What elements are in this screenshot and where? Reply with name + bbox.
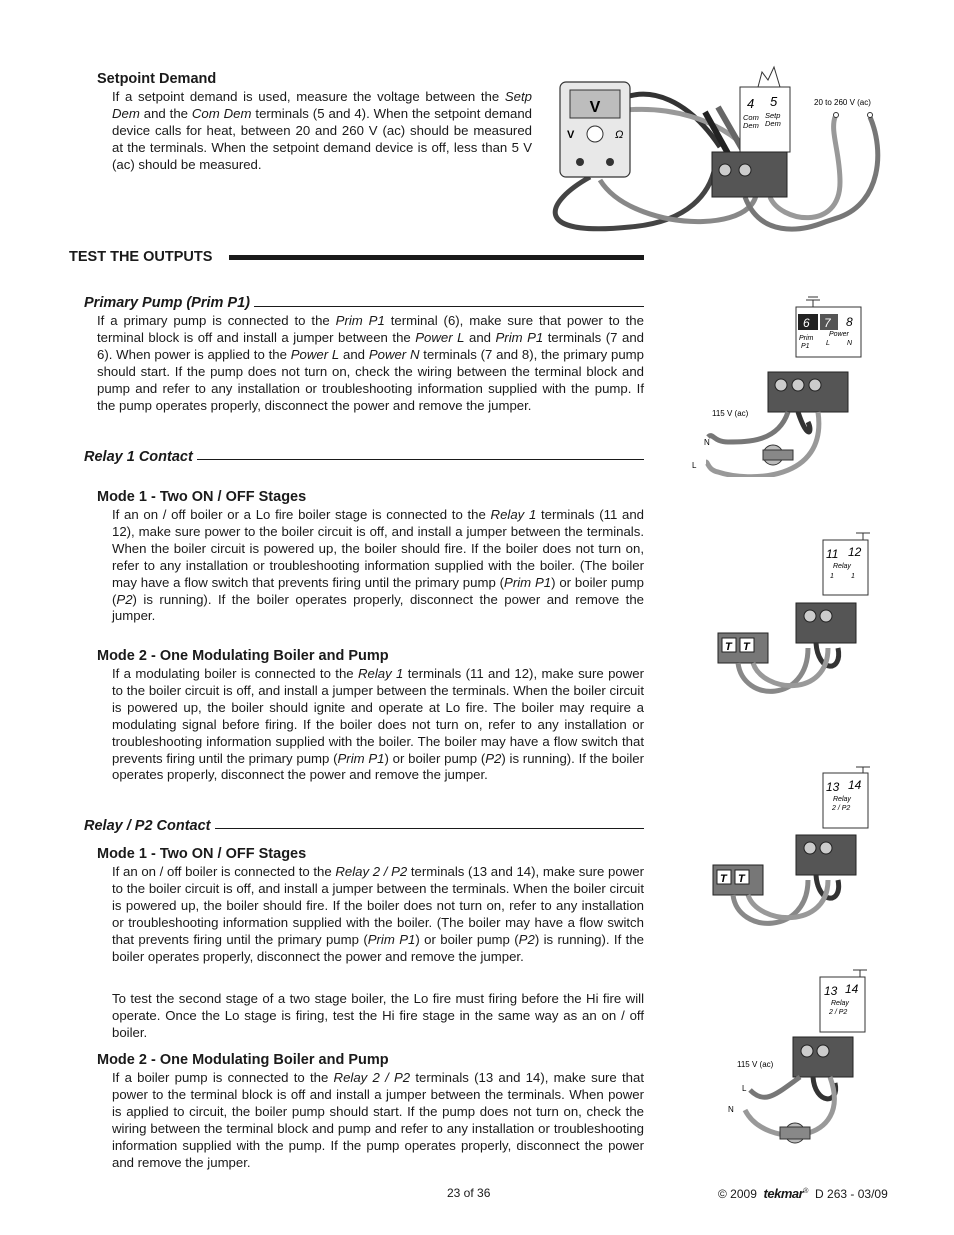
page-number: 23 of 36 bbox=[447, 1186, 491, 1200]
svg-text:1: 1 bbox=[851, 573, 855, 580]
svg-text:14: 14 bbox=[845, 982, 859, 996]
relay1-mode2-paragraph: If a modulating boiler is connected to the Relay 1 terminals (11 and 12), make sure power to the boiler circuit is off, and install a jumper between the terminals. When the boiler circuit is powered up, the boiler should ignite and operate at Lo fire. The boiler may require a modulating signal before firing. If the boiler does not turn on, refer to any installation or troubleshooting information supplied with the boiler. The boiler may have a flow switch that prevents firing until the primary pump (Prim P1) or boiler pump (P2) is running). If the boiler operates properly, disconnect the power and remove the jumper. bbox=[112, 666, 644, 783]
svg-text:13: 13 bbox=[824, 984, 838, 998]
svg-text:6: 6 bbox=[803, 316, 810, 330]
multimeter-v-label: V bbox=[567, 129, 575, 141]
svg-text:8: 8 bbox=[846, 315, 853, 329]
svg-text:2 / P2: 2 / P2 bbox=[829, 1009, 848, 1016]
svg-text:N: N bbox=[847, 340, 853, 347]
relay1-mode1-heading: Mode 1 - Two ON / OFF Stages bbox=[97, 489, 307, 505]
prim-paragraph: If a primary pump is connected to the Prim P1 terminal (6), make sure that power to the terminal block is off and install a jumper between the Power L and Prim P1 terminals (7 and 6). When power is applied to the Power L and Power N terminals (7 and 8), the primary pump should start. If the pump does not turn on, check the wiring between the terminal block and pump and refer to any installation or troubleshooting information supplied with the pump. If the pump operates properly, disconnect the power and remove the jumper. bbox=[97, 313, 644, 413]
section-rule bbox=[229, 255, 644, 260]
relay2-mode2-paragraph: If a boiler pump is connected to the Relay 2 / P2 terminals (13 and 14), make sure that power to the terminal block is off and install a jumper between the terminals. When power is applied to circuit, the boiler pump should start. If the pump does not turn on, check the wiring between the terminal block and pump and refer to any installation or troubleshooting information supplied with the pump. If the pump operates properly, disconnect the power and remove the jumper. bbox=[112, 1070, 644, 1170]
svg-text:12: 12 bbox=[848, 545, 862, 559]
voltage-label: 20 to 260 V (ac) bbox=[814, 98, 871, 107]
svg-text:P1: P1 bbox=[801, 343, 810, 350]
svg-text:Dem: Dem bbox=[765, 119, 781, 128]
relay2-heading: Relay / P2 Contact bbox=[84, 818, 215, 834]
svg-text:N: N bbox=[704, 438, 710, 447]
relay2-mode1-illustration bbox=[708, 765, 888, 945]
setpoint-heading: Setpoint Demand bbox=[97, 71, 217, 87]
tekmar-logo: tekmar bbox=[763, 1186, 804, 1201]
svg-text:T: T bbox=[743, 641, 750, 653]
term-5: 5 bbox=[770, 94, 778, 109]
document-code: D 263 - 03/09 bbox=[815, 1187, 888, 1201]
prim-heading: Primary Pump (Prim P1) bbox=[84, 295, 254, 311]
svg-text:11: 11 bbox=[826, 547, 839, 561]
multimeter-ohm-label: Ω bbox=[615, 129, 624, 141]
svg-text:115 V (ac): 115 V (ac) bbox=[737, 1060, 774, 1069]
svg-text:115 V (ac): 115 V (ac) bbox=[712, 409, 749, 418]
svg-text:Dem: Dem bbox=[743, 121, 759, 130]
relay2-mode1-paragraph: If an on / off boiler is connected to the Relay 2 / P2 terminals (13 and 14), make sure power to the boiler circuit is off, and install a jumper between the terminals. When the boiler circuit is powered up, the boiler should fire. If the boiler does not turn on, refer to any installation or troubleshooting information supplied with the boiler. (The boiler may have a flow switch that prevents firing until the primary pump (Prim P1) or boiler pump (P2) is running). If the boiler operates properly, disconnect the power and remove the jumper. bbox=[112, 864, 644, 964]
svg-text:Relay: Relay bbox=[833, 796, 851, 803]
svg-text:14: 14 bbox=[848, 778, 862, 792]
relay2-mode2-illustration bbox=[725, 965, 890, 1150]
relay1-illustration bbox=[708, 528, 888, 708]
relay1-heading: Relay 1 Contact bbox=[84, 449, 197, 465]
svg-text:2 / P2: 2 / P2 bbox=[832, 805, 851, 812]
setpoint-paragraph: If a setpoint demand is used, measure the voltage between the Setp Dem and the Com Dem terminals (5 and 4). When the setpoint demand device calls for heat, between 20 and 260 V (ac) should be measured at the terminals. When the setpoint demand device is off, less than 5 V (ac) should be measured. bbox=[112, 89, 532, 172]
multimeter-dial bbox=[587, 126, 603, 142]
svg-text:L: L bbox=[826, 340, 830, 347]
svg-text:7: 7 bbox=[824, 316, 831, 330]
setpoint-demand-illustration bbox=[540, 62, 900, 237]
svg-text:1: 1 bbox=[830, 573, 834, 580]
relay1-mode2-heading: Mode 2 - One Modulating Boiler and Pump bbox=[97, 648, 389, 664]
test-outputs-heading: TEST THE OUTPUTS bbox=[69, 249, 213, 265]
svg-text:Com: Com bbox=[743, 113, 759, 122]
svg-text:L: L bbox=[692, 461, 697, 470]
term-4: 4 bbox=[747, 96, 755, 111]
relay2-mode1-paragraph2: To test the second stage of a two stage boiler, the Lo fire must firing before the Hi fire will operate. Once the Lo stage is firing, test the Hi fire stage in the same way as an on / off boiler. bbox=[112, 991, 644, 1040]
svg-text:L: L bbox=[742, 1084, 747, 1093]
svg-text:T: T bbox=[725, 641, 732, 653]
svg-text:T: T bbox=[720, 873, 727, 885]
svg-text:T: T bbox=[738, 873, 745, 885]
svg-text:Prim: Prim bbox=[799, 335, 814, 342]
svg-text:Setp: Setp bbox=[765, 111, 781, 120]
svg-text:N: N bbox=[728, 1105, 734, 1114]
primary-pump-illustration bbox=[688, 292, 888, 477]
relay1-mode1-paragraph: If an on / off boiler or a Lo fire boiler stage is connected to the Relay 1 terminals (11 and 12), make sure power to the boiler circuit is off, and install a jumper between the terminals. When the boiler circuit is powered up, the boiler should fire. If the boiler does not turn on, refer to any installation or troubleshooting information supplied with the boiler. (The boiler may have a flow switch that prevents firing until the primary pump (Prim P1) or boiler pump (P2) is running). If the boiler operates properly, disconnect the power and remove the jumper. bbox=[112, 507, 645, 624]
footer-right bbox=[718, 1186, 888, 1201]
multimeter-display-v: V bbox=[589, 99, 601, 116]
svg-text:Relay: Relay bbox=[833, 563, 851, 570]
svg-text:13: 13 bbox=[826, 780, 840, 794]
svg-text:Power: Power bbox=[829, 331, 849, 338]
svg-text:Relay: Relay bbox=[831, 1000, 849, 1007]
relay2-mode2-heading: Mode 2 - One Modulating Boiler and Pump bbox=[97, 1052, 389, 1068]
registered-mark: ® bbox=[803, 1188, 809, 1195]
copyright: © 2009 bbox=[718, 1187, 757, 1201]
relay2-mode1-heading: Mode 1 - Two ON / OFF Stages bbox=[97, 846, 307, 862]
